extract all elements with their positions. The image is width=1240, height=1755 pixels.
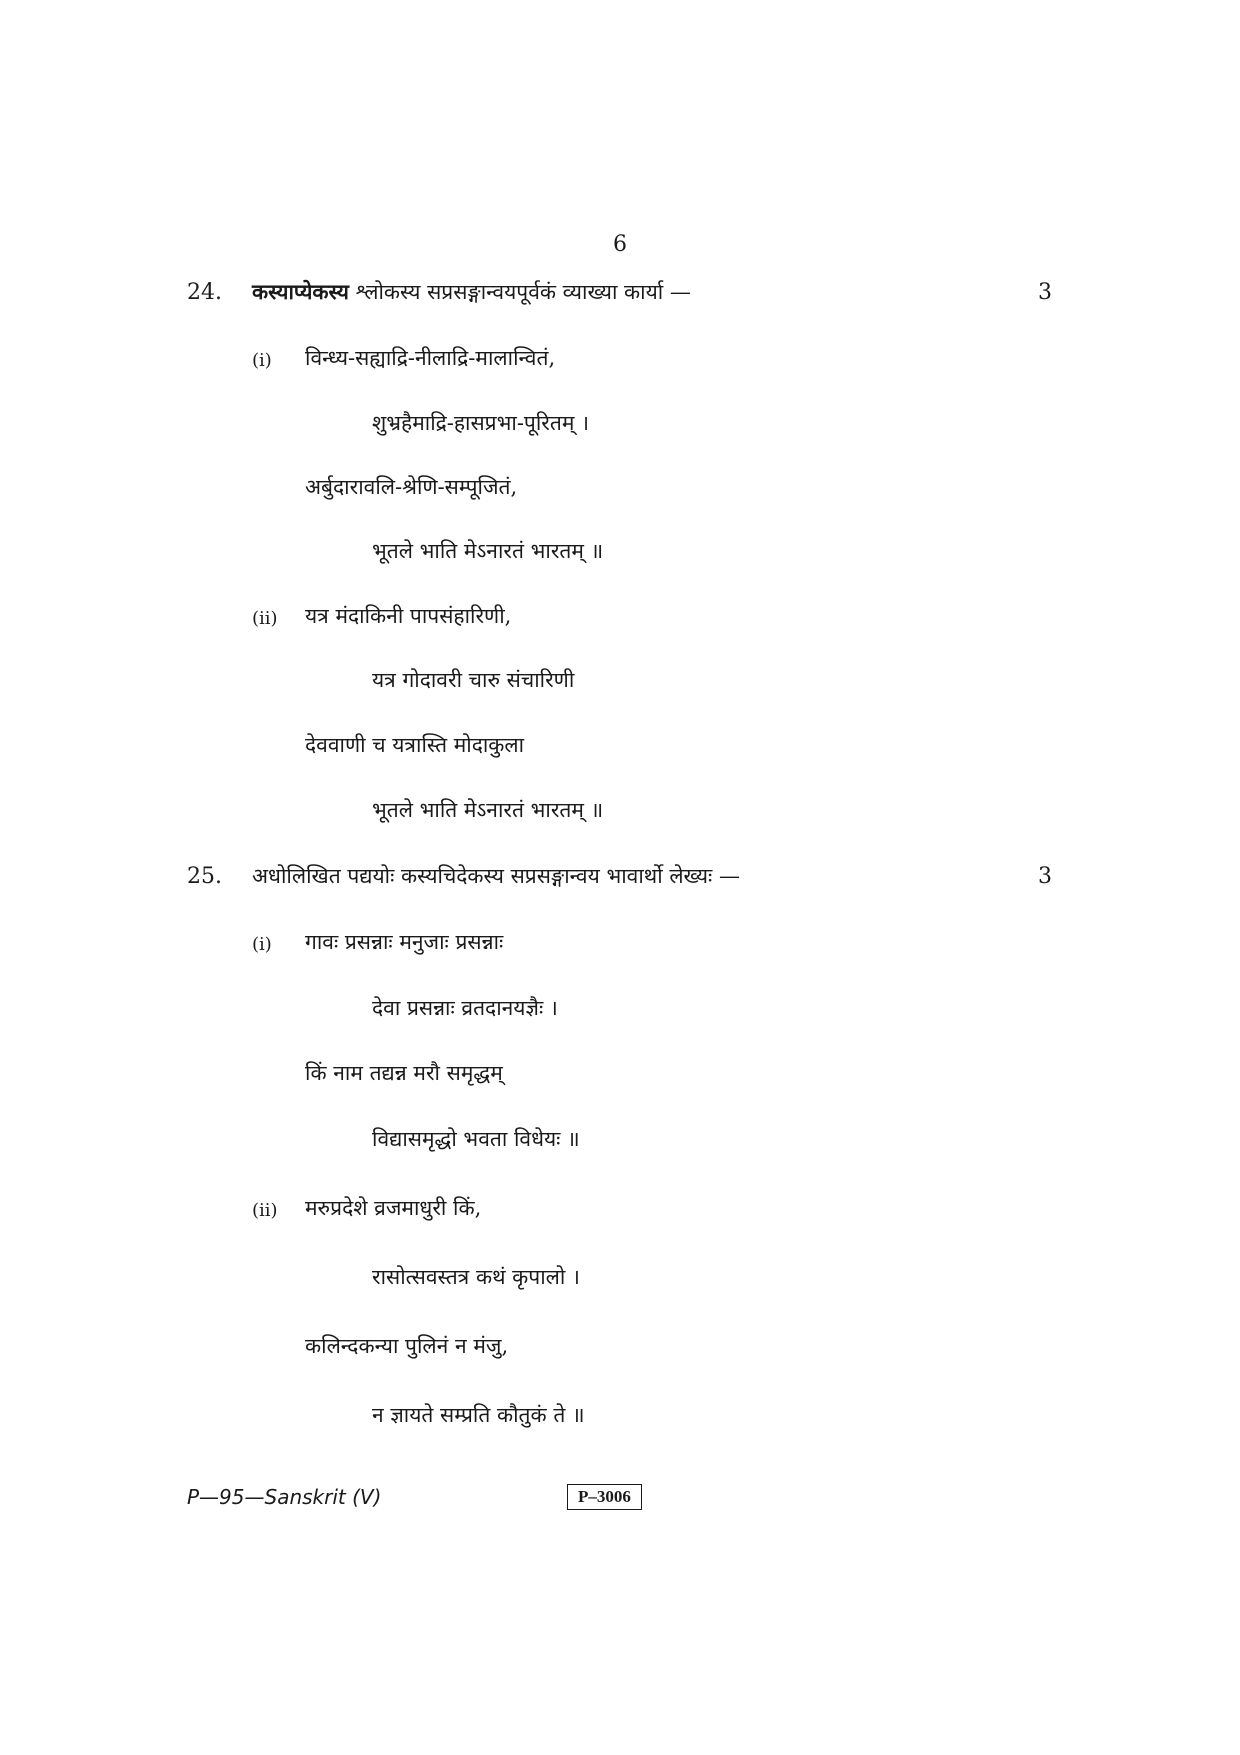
sub-label: (ii) <box>252 608 278 629</box>
question-lead-bold: कस्याप्येकस्य <box>252 279 349 304</box>
verse-line: रासोत्सवस्तत्र कथं कृपालो । <box>372 1265 580 1289</box>
sub-label: (i) <box>252 350 272 371</box>
verse-line: यत्र गोदावरी चारु संचारिणी <box>372 668 575 692</box>
sub-label: (i) <box>252 934 272 955</box>
verse-line: किं नाम तद्यन्न मरौ समृद्धम् <box>305 1061 503 1085</box>
verse-line: विन्ध्य-सह्याद्रि-नीलाद्रि-मालान्वितं, <box>305 346 556 370</box>
question-number: 25. <box>187 864 222 889</box>
question-text-rest: श्लोकस्य सप्रसङ्गान्वयपूर्वकं व्याख्या कार्या — <box>348 280 691 304</box>
verse-line: शुभ्रहैमाद्रि-हासप्रभा-पूरितम् । <box>372 411 590 435</box>
verse-line: भूतले भाति मेऽनारतं भारतम् ॥ <box>372 539 604 563</box>
verse-line: यत्र मंदाकिनी पापसंहारिणी, <box>305 604 512 628</box>
verse-line: अर्बुदारावलि-श्रेणि-सम्पूजितं, <box>305 475 518 499</box>
verse-line: कलिन्दकन्या पुलिनं न मंजु, <box>305 1334 509 1358</box>
verse-line: देवा प्रसन्नाः व्रतदानयज्ञैः । <box>372 996 558 1020</box>
question-text: अधोलिखित पद्ययोः कस्यचिदेकस्य सप्रसङ्गान्वय भावार्थो लेख्यः — <box>252 864 740 888</box>
verse-line: विद्यासमृद्धो भवता विधेयः ॥ <box>372 1127 580 1151</box>
question-number: 24. <box>187 280 222 305</box>
paper-title: P—95—Sanskrit (V) <box>187 1485 382 1509</box>
question-text <box>252 278 691 306</box>
verse-line: मरुप्रदेशे व्रजमाधुरी किं, <box>305 1196 482 1220</box>
paper-code-box: P–3006 <box>567 1484 642 1510</box>
sub-label: (ii) <box>252 1200 278 1221</box>
verse-line: भूतले भाति मेऽनारतं भारतम् ॥ <box>372 798 604 822</box>
verse-line: देववाणी च यत्रास्ति मोदाकुला <box>305 733 525 757</box>
verse-line: न ज्ञायते सम्प्रति कौतुकं ते ॥ <box>372 1403 585 1427</box>
marks: 3 <box>1038 280 1052 305</box>
marks: 3 <box>1038 864 1052 889</box>
verse-line: गावः प्रसन्नाः मनुजाः प्रसन्नाः <box>305 930 504 954</box>
page-number: 6 <box>613 232 627 257</box>
